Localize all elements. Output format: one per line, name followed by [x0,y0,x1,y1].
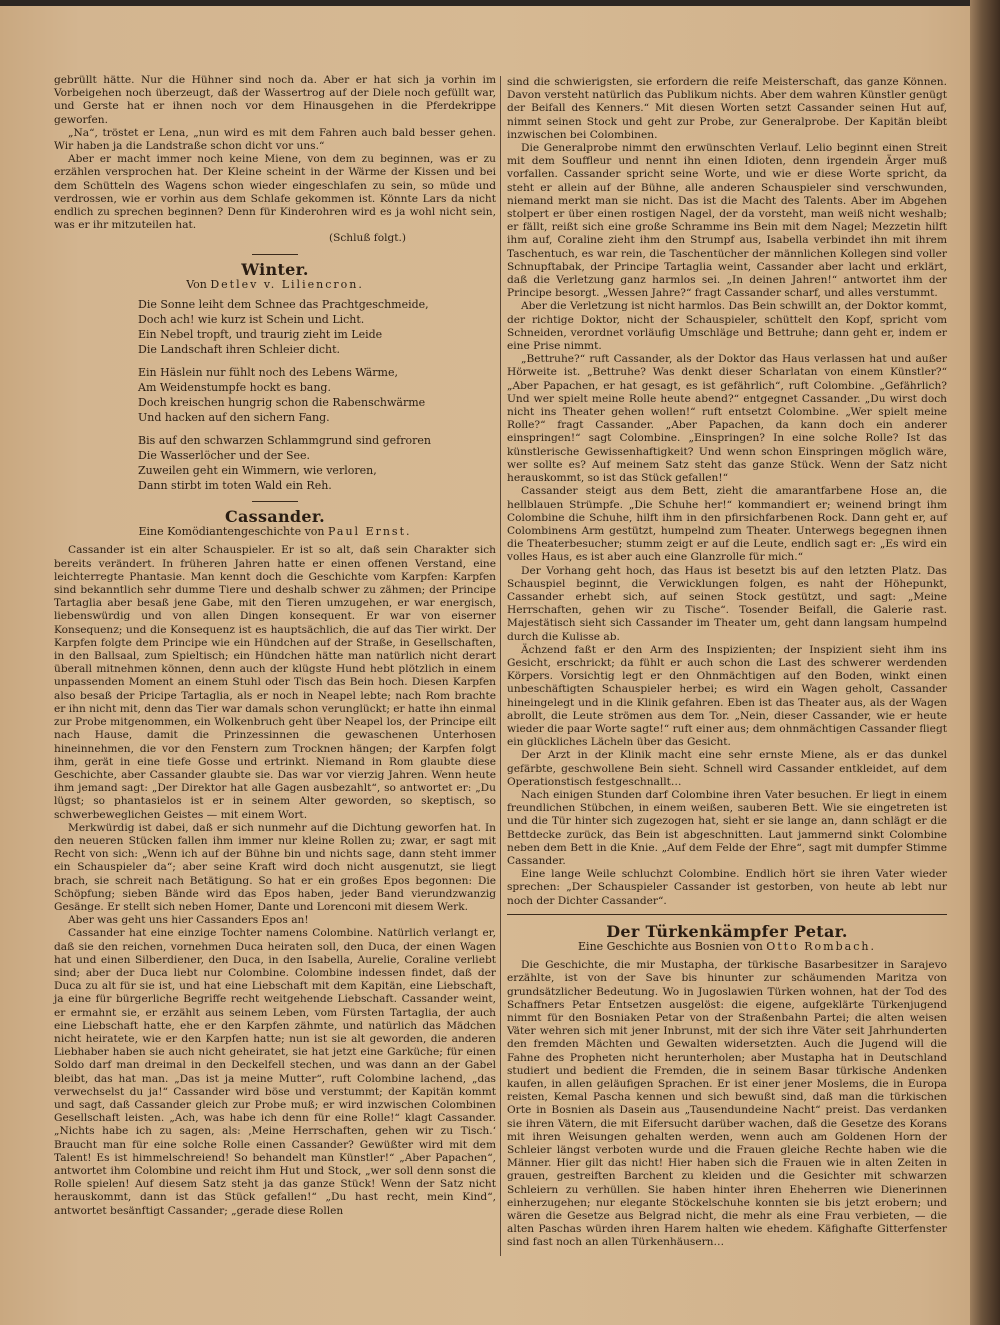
story-paragraph: Cassander ist ein alter Schauspieler. Er ist so alt, daß sein Charakter sich bereits verändert. In früheren Jahren hatte er einen offenen Verstand, eine leichterregte Phantasie. Man kennt doch die Geschichte vom Karpfen: Karpfen sind bekanntlich sehr dumme Tiere und deshalb schwer zu zähmen; der Principe Tartaglia aber besaß jene Gabe, mit den Tieren umzugehen, er war energisch, liebenswürdig und von allen Dingen konsequent. Er war von eiserner Konsequenz; und die Konsequenz ist es hauptsächlich, die auf das Tier wirkt. Der Karpfen folgte dem Principe wie ein Hündchen auf der Straße, in Gesellschaften, in den Ballsaal, zum Spieltisch; ein Hündchen hätte man natürlich nicht derart überall mitnehmen können, denn auch der klügste Hund hebt plötzlich in einem unpassenden Moment an einem Stuhl oder Tisch das Bein hoch. Diesen Karpfen also besaß der Pricipe Tartaglia, als er noch in Neapel lebte; nach Rom brachte er ihn nicht mit, denn das Tier war damals schon verunglückt; er hatte ihn einmal zur Probe mitgenommen, ein Wolkenbruch geht über Neapel los, der Principe eilt nach Hause, damit die Prinzessinnen die gewaschenen Unterhosen hineinnehmen, die vor den Fenstern zum Trocknen hängen; der Karpfen folgt ihm, gerät in eine tiefe Gosse und ertrinkt. Niemand in Rom glaubte diese Geschichte, aber Cassander glaubte sie. Das war vor vierzig Jahren. Wenn heute ihm jemand sagt: „Der Direktor hat alle Gagen ausbezahlt“, so antwortet er: „Du lügst; so phantasielos ist er in seinem Alter geworden, so skeptisch, so schwerbeweglichen Geistes — mit einem Wort. [54,544,496,821]
story-paragraph: Die Geschichte, die mir Mustapha, der türkische Basarbesitzer in Sarajevo erzählte, ist von der Save bis hinunter zur schäumenden Maritza von grundsätzlicher Bedeutung. Wo in Jugoslawien Türken wohnen, hat der Tod des Schaffners Petar Entsetzen ausgelöst: die eigene, aufgeklärte Türkenjugend nimmt für den Bosniaken Petar von der Straßenbahn Partei; die alten weisen Väter wehren sich mit jener Inbrunst, mit der sich ihre Väter seit Jahrhunderten den fremden Mächten und Gewalten widersetzten. Auch die Jugend will die Fahne des Propheten nicht herunterholen; aber Mustapha hat in Deutschland studiert und bedient die Fremden, die in seinem Basar türkische Andenken kaufen, in allen geläufigen Sprachen. Er ist einer jener Moslems, die in Europa reisten, Kemal Pascha kennen und sich bewußt sind, daß man die türkischen Orte in Bosnien als Dasein aus „Tausendundeine Nacht“ preist. Das verdanken sie ihren Vätern, die mit Eifersucht darüber wachen, daß die Gesetze des Korans mit ihren Weisungen gehalten werden, wenn auch am Goldenen Horn der Schleier längst verboten wurde und die Frauen gleiche Rechte haben wie die Männer. Hier gilt das nicht! Hier haben sich die Frauen wie in alten Zeiten in grauen, gestreiften Barchent zu kleiden und die Gesichter mit schwarzen Schleiern zu verhüllen. Sie haben hinter ihren Eheherren wie Dienerinnen einherzugehen; nur elegante Stöckelschuhe konnten sie bis jetzt erobern; und wären die Gesetze aus Belgrad nicht, die mehr als eine Frau verbieten, — die alten Paschas würden ihren Harem halten wie ehedem. Käfighafte Gitterfenster sind fast noch an allen Türkenhäusern… [507,959,947,1249]
story-paragraph: Der Vorhang geht hoch, das Haus ist besetzt bis auf den letzten Platz. Das Schauspiel beginnt, die Verwicklungen folgen, es naht der Höhepunkt, Cassander erhebt sich, auf seinen Stock gestützt, und sagt: „Meine Herrschaften, gehen wir zu Tische“. Tosender Beifall, die Galerie rast. Majestätisch sieht sich Cassander im Theater um, geht dann langsam humpelnd durch die Kulisse ab. [507,564,947,643]
left-column [54,74,496,1218]
right-column [507,76,947,1250]
poem-line: Ein Nebel tropft, und traurig zieht im Leide [138,328,383,342]
story-paragraph: Eine lange Weile schluchzt Colombine. Endlich hört sie ihren Vater wieder sprechen: „Der Schauspieler Cassander ist gestorben, von heute ab lebt nur noch der Dichter Cassander“. [507,868,947,907]
poem-line: Die Wasserlöcher und der See. [138,449,311,463]
story-paragraph: gebrüllt hätte. Nur die Hühner sind noch da. Aber er hat sich ja vorhin im Vorbeigehen noch überzeugt, daß der Wassertrog auf der Diele noch gefüllt war, und Gerste hat er ihnen noch vor dem Hinausgehen in die Pferdekrippe geworfen. [54,74,496,126]
poem-line: Doch kreischen hungrig schon die Rabenschwärme [138,396,426,410]
story-paragraph: Aber was geht uns hier Cassanders Epos an! [68,914,309,927]
poem-line: Am Weidenstumpfe hockt es bang. [138,381,331,395]
poem-line: Zuweilen geht ein Wimmern, wie verloren, [138,464,377,478]
poem-stanza [138,433,496,493]
story-byline [507,940,947,953]
byline-prefix: Von [186,277,207,291]
story-paragraph: Nach einigen Stunden darf Colombine ihren Vater besuchen. Er liegt in einem freundlichen Stübchen, in einem weißen, sauberen Bett. Wie sie eingetreten ist und die Tür hinter sich zugezogen hat, sieht er sie lange an, dann schlägt er die Bettdecke zurück, das Bein ist abgeschnitten. Laut jammernd sinkt Colombine neben dem Bett in die Knie. „Auf dem Felde der Ehre“, sagt mit dumpfer Stimme Cassander. [507,788,947,867]
poem-line: Dann stirbt im toten Wald ein Reh. [138,479,332,493]
poem-body [138,297,496,493]
poem-line: Bis auf den schwarzen Schlammgrund sind gefroren [138,434,431,448]
book-binding-edge [970,0,1000,1325]
poem-line: Die Landschaft ihren Schleier dicht. [138,343,341,357]
separator-rule [252,254,298,255]
poem-byline [54,278,496,291]
story-paragraph: Cassander hat eine einzige Tochter namens Colombine. Natürlich verlangt er, daß sie den reichen, vornehmen Duca heiraten soll, den Duca, der einen Wagen hat und einen Silberdiener, den Duca, in den Isabella, Aurelie, Coraline verliebt sind; aber der Duca liebt nur Colombine. Colombine indessen findet, daß der Duca zu alt für sie ist, und hat eine Liebschaft mit dem Kapitän, eine Liebschaft, ja eine für bürgerliche Begriffe recht weitgehende Liebschaft. Cassander weint, er ermahnt sie, er erzählt aus seinem Leben, vom Fürsten Tartaglia, der auch eine Liebschaft hatte, ehe er den Karpfen zähmte, und natürlich das Mädchen nicht heiratete, wie er den Karpfen hatte; nun ist sie alt geworden, die anderen Liebhaber haben sie auch nicht geheiratet, sie hat jetzt eine Garküche; für einen Soldo darf man dreimal in den Deckelfell stechen, und was dann an der Gabel bleibt, das hat man. „Das ist ja meine Mutter“, ruft Colombine lachend, „das verwechselst du ja!“ Cassander wird böse und verstummt; der Kapitän kommt und sagt, daß Cassander gleich zur Probe muß; er wird inzwischen Colombinen Gesellschaft leisten. „Ach, was habe ich denn für eine Rolle!“ klagt Cassander. „Nichts habe ich zu sagen, als: ‚Meine Herrschaften, gehen wir zu Tisch.‘ Braucht man für eine solche Rolle einen Cassander? Gewüßter wird mit dem Talent! Es ist himmelschreiend! So behandelt man Künstler!“ „Aber Papachen“, antwortet ihm Colombine und reicht ihm Hut und Stock, „wer soll denn sonst die Rolle spielen! Auf diesem Satz steht ja das ganze Stück! Wenn der Satz nicht herauskommt, dann ist das Stück gefallen!“ „Du hast recht, mein Kind“, antwortet besänftigt Cassander; „gerade diese Rollen [54,927,496,1217]
column-divider [500,76,501,1256]
story-title: Cassander. [224,507,325,527]
separator-rule [252,501,298,502]
poem-stanza [138,297,496,357]
poem-author: Detlev v. Liliencron. [210,277,364,291]
section-end-rule [507,914,947,915]
story-paragraph: Ächzend faßt er den Arm des Inspizienten; der Inspizient sieht ihm ins Gesicht, erschrickt; da fühlt er auch schon die Last des schwerer werdenden Körpers. Vorsichtig legt er den Ohnmächtigen auf den Boden, winkt einen unbeschäftigten Schauspieler herbei; es wird ein Wagen geholt, Cassander hineingelegt und in die Klinik gefahren. Eben ist das Theater aus, als der Wagen abrollt, die Leute strömen aus dem Tor. „Nein, dieser Cassander, wie er heute wieder die paar Worte sagte!“ ruft einer aus; dem ohnmächtigen Cassander fliegt ein glückliches Lächeln über das Gesicht. [507,643,947,749]
story-paragraph: sind die schwierigsten, sie erfordern die reife Meisterschaft, das ganze Können. Davon versteht natürlich das Publikum nichts. Aber dem wahren Künstler genügt der Beifall des Kenners.“ Mit diesen Worten setzt Cassander seinen Hut auf, nimmt seinen Stock und geht zur Probe, zur Generalprobe. Der Kapitän bleibt inzwischen bei Colombinen. [507,76,947,141]
top-border [0,0,1000,6]
byline-prefix: Eine Geschichte aus Bosnien von [578,940,763,953]
story-paragraph: Cassander steigt aus dem Bett, zieht die amarantfarbene Hose an, die hellblauen Strümpfe. „Die Schuhe her!“ kommandiert er; weinend bringt ihm Colombine die Schuhe, hilft ihm in den pfirsichfarbenen Rock. Dann geht er, auf Colombinens Arm gestützt, humpelnd zum Theater. Unterwegs begegnen ihnen die Theaterbesucher; stumm zeigt er auf die Leute, endlich sagt er: „Es wird ein volles Haus, es ist aber auch eine Glanzrolle für mich.“ [507,485,947,564]
story-paragraph: „Bettruhe?“ ruft Cassander, als der Doktor das Haus verlassen hat und außer Hörweite ist. „Bettruhe? Was denkt dieser Scharlatan von einem Künstler?“ „Aber Papachen, er hat gesagt, es ist gefährlich“, ruft Colombine. „Gefährlich? Und wer spielt meine Rolle heute abend?“ entgegnet Cassander. „Du wirst doch nicht ins Theater gehen wollen!“ ruft entsetzt Colombine. „Wer spielt meine Rolle?“ fragt Cassander. „Aber Papachen, da kann doch ein anderer einspringen!“ sagt Colombine. „Einspringen? In eine solche Rolle? Ist das künstlerische Gewissenhaftigkeit? Und wenn schon Einspringen möglich wäre, wer sollte es? Auf meinem Satz steht das ganze Stück. Wenn der Satz nicht herauskommt, so ist das Stück gefallen!“ [507,353,947,485]
byline-prefix: Eine Komödiantengeschichte von [138,525,325,539]
story-byline [54,525,496,538]
poem-line: Ein Häslein nur fühlt noch des Lebens Wärme, [138,366,398,380]
continued-note: (Schluß folgt.) [328,232,406,245]
poem-line: Und hacken auf den sichern Fang. [138,411,330,425]
poem-line: Doch ach! wie kurz ist Schein und Licht. [138,313,365,327]
story-paragraph: Die Generalprobe nimmt den erwünschten Verlauf. Lelio beginnt einen Streit mit dem Souffleur und nennt ihn einen Idioten, denn irgendein Ärger muß vorfallen. Cassander spricht seine Worte, und wie er diese Worte spricht, da steht er allein auf der Bühne, alle anderen Schauspieler sind verschwunden, niemand merkt man sie nicht. Das ist die Macht des Talents. Aber im Abgehen stolpert er über einen rostigen Nagel, der da vorsteht, man weiß nicht weshalb; er fällt, reißt sich eine große Schramme ins Bein mit dem Nagel; Mezzetin hilft ihm auf, Coraline zieht ihm den Strumpf aus, Isabella verbindet ihn mit ihrem Taschentuch, es war rein, die Taschentücher der männlichen Kollegen sind voller Schnupftabak, der Principe Tartaglia weint, Cassander aber lacht und erklärt, daß die Verletzung ganz harmlos sei. „In deinen Jahren!“ antwortet ihm der Principe besorgt. „Wessen Jahre?“ fragt Cassander scharf, und alles verstummt. [507,142,947,300]
story-paragraph: Aber er macht immer noch keine Miene, von dem zu beginnen, was er zu erzählen versprochen hat. Der Kleine scheint in der Wärme der Kissen und bei dem Schütteln des Wagens schon wieder eingeschlafen zu sein, so müde und verdrossen, wie er vorhin aus dem Schlafe gekommen ist. Könnte Lars da nicht endlich zu sprechen beginnen? Denn für Kinderohren wird es ja wohl nicht sein, was er ihr mitzuteilen hat. [54,153,496,232]
story-paragraph: Merkwürdig ist dabei, daß er sich nunmehr auf die Dichtung geworfen hat. In den neueren Stücken fallen ihm immer nur kleine Rollen zu; zwar, er sagt mit Recht von sich: „Wenn ich auf der Bühne bin und nichts sage, dann steht immer ein Schauspieler da“; aber seine Kraft wird doch nicht ausgenutzt, sie liegt brach, sie schreit nach Betätigung. So hat er ein großes Epos begonnen: Die Schöpfung; sieben Bände wird das Epos haben, jeder Band vierundzwanzig Gesänge. Er stellt sich neben Homer, Dante und Lorenconi mit diesem Werk. [54,821,496,913]
story-author: Paul Ernst. [328,525,412,539]
story-paragraph: Aber die Verletzung ist nicht harmlos. Das Bein schwillt an, der Doktor kommt, der richtige Doktor, nicht der Schauspieler, schüttelt den Kopf, spricht vom Schneiden, verordnet vorläufig Umschläge und Bettruhe; dann geht er, indem er eine Prise nimmt. [507,300,947,353]
story-paragraph: Der Arzt in der Klinik macht eine sehr ernste Miene, als er das dunkel gefärbte, geschwollene Bein sieht. Schnell wird Cassander entkleidet, auf dem Operationstisch festgeschnallt… [507,749,947,788]
story-title: Der Türkenkämpfer Petar. [606,921,848,941]
story-paragraph: „Na“, tröstet er Lena, „nun wird es mit dem Fahren auch bald besser gehen. Wir haben ja die Landstraße schon dicht vor uns.“ [54,126,496,153]
poem-stanza [138,365,496,425]
story-author: Otto Rombach. [766,940,876,953]
poem-line: Die Sonne leiht dem Schnee das Prachtgeschmeide, [138,298,429,312]
poem-title: Winter. [241,259,309,279]
